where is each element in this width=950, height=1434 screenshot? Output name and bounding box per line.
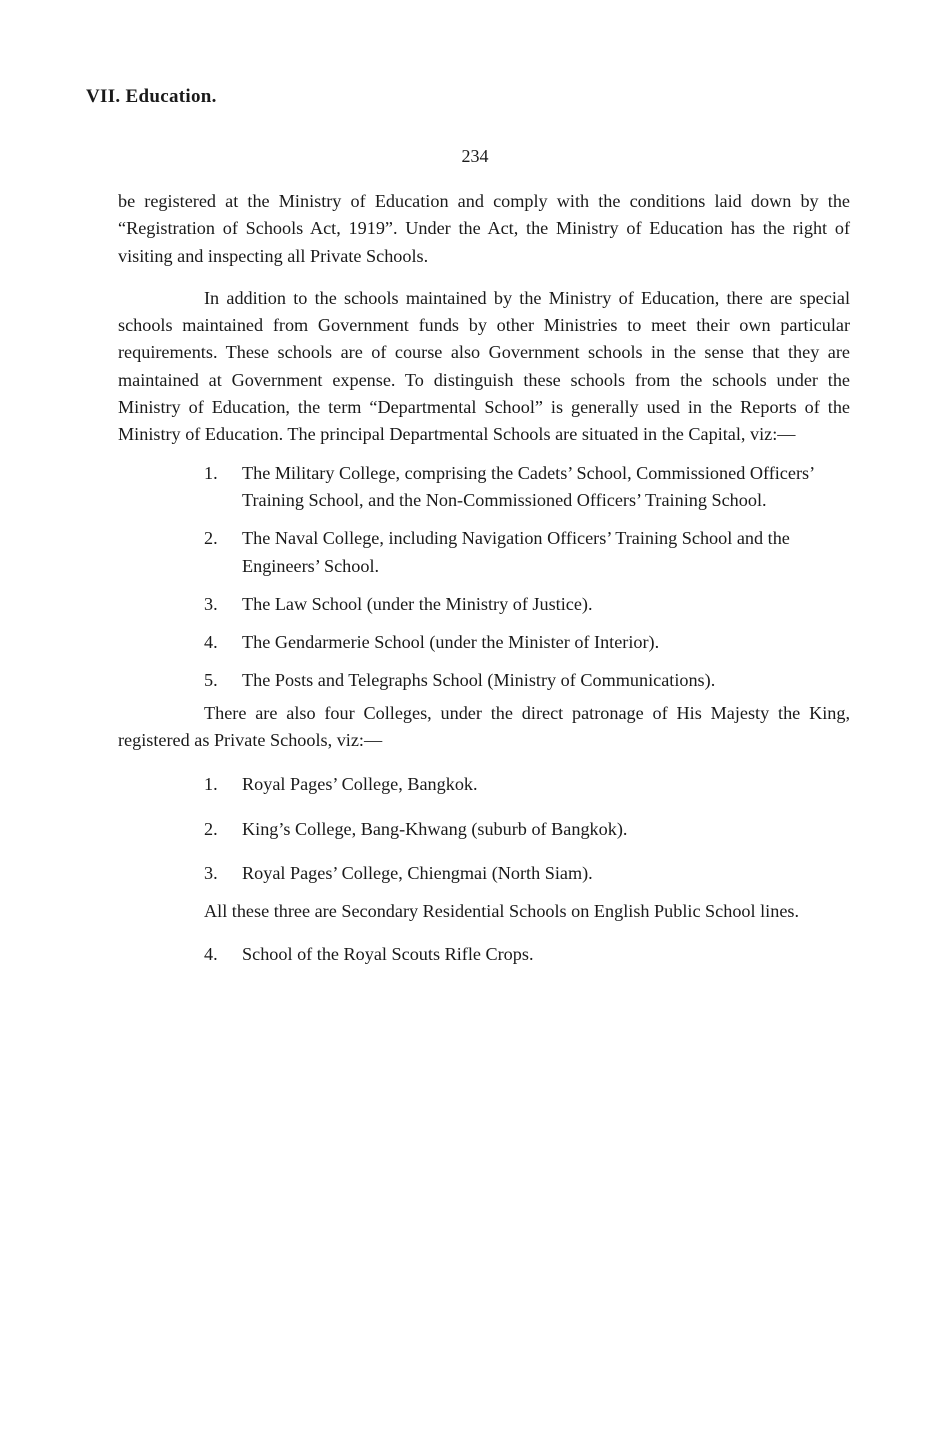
- list-item-number: 2.: [204, 528, 218, 549]
- list-item-text: King’s College, Bang-Khwang (suburb of Bangkok).: [242, 818, 628, 839]
- paragraph-residential-schools: All these three are Secondary Residential Schools on English Public School lines.: [204, 901, 800, 922]
- section-heading: VII. Education.: [86, 86, 217, 107]
- paragraph-registration: be registered at the Ministry of Education and comply with the conditions laid down by the “Registration of Schools Act, 1919”. Under the Act, the Ministry of Education has the right of visiting and inspecting all Private Schools.: [118, 191, 850, 266]
- list-item-text: The Gendarmerie School (under the Minister of Interior).: [242, 632, 660, 653]
- list-item-text: The Posts and Telegraphs School (Ministry of Communications).: [242, 670, 716, 691]
- list-item: [204, 629, 850, 656]
- list-item-number: 1.: [204, 462, 218, 483]
- list-item-number: 3.: [204, 593, 218, 614]
- list-item-text: Royal Pages’ College, Chiengmai (North Siam).: [242, 862, 593, 883]
- list-item-number: 2.: [204, 818, 218, 839]
- list-item-text: The Naval College, including Navigation Officers’ Training School and the Engineers’ School.: [242, 528, 790, 576]
- list-item: [204, 941, 850, 968]
- list-item: [204, 591, 850, 618]
- list-item: [204, 816, 850, 843]
- list-item: [204, 525, 850, 580]
- list-item-text: School of the Royal Scouts Rifle Crops.: [242, 943, 534, 964]
- royal-colleges-list: [118, 771, 850, 887]
- list-item: [204, 860, 850, 887]
- body-text: [118, 188, 850, 985]
- list-item-text: The Military College, comprising the Cadets’ School, Commissioned Officers’ Training School, and the Non-Commissioned Officers’ Training School.: [242, 462, 814, 510]
- paragraph-departmental-schools: In addition to the schools maintained by the Ministry of Education, there are special schools maintained from Government funds by other Ministries to meet their own particular requirements. These schools are of course also Government schools in the sense that they are maintained at Government expense. To distinguish these schools from the schools under the Ministry of Education, the term “Departmental School” is generally used in the Reports of the Ministry of Education. The principal Departmental Schools are situated in the Capital, viz:—: [118, 287, 850, 445]
- list-item-number: 1.: [204, 774, 218, 795]
- list-item-number: 4.: [204, 632, 218, 653]
- list-item: [204, 771, 850, 798]
- list-item-number: 4.: [204, 943, 218, 964]
- list-item: [204, 667, 850, 694]
- page-number: 234: [461, 146, 489, 166]
- final-college-list: [118, 941, 850, 968]
- paragraph-royal-colleges: There are also four Colleges, under the direct patronage of His Majesty the King, registered as Private Schools, viz:—: [118, 702, 850, 751]
- list-item-text: The Law School (under the Ministry of Justice).: [242, 593, 593, 614]
- list-item: [204, 460, 850, 515]
- list-item-number: 3.: [204, 862, 218, 883]
- list-item-number: 5.: [204, 670, 218, 691]
- departmental-schools-list: [118, 460, 850, 695]
- list-item-text: Royal Pages’ College, Bangkok.: [242, 774, 478, 795]
